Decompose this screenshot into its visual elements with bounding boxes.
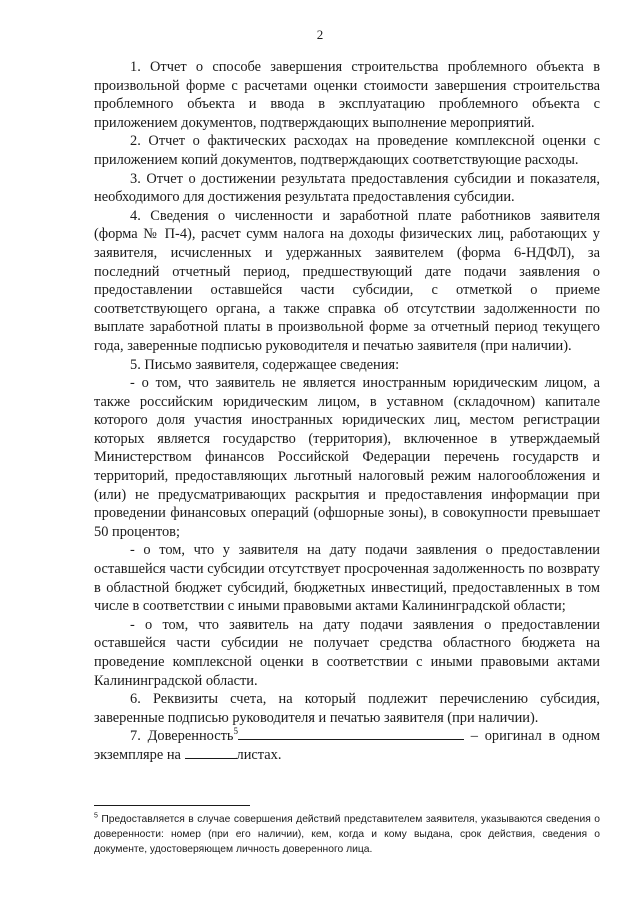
list-item-1: 1. Отчет о способе завершения строительства проблемного объекта в произвольной форме с расчетами оценки стоимости завершения строительства проблемного объекта и ввода в эксплуатацию проблемного объекта с приложением документов, подтверждающих выполнение мероприятий.: [94, 59, 600, 131]
list-item-5-sub-b: - о том, что у заявителя на дату подачи заявления о предоставлении оставшейся части субсидии отсутствует просроченная задолженность по возврату в областной бюджет субсидий, бюджетных инвестиций, предоставленных в том числе в соответствии с иными правовыми актами Калининградской области;: [94, 542, 600, 615]
power-of-attorney-label: 7. Доверенность: [130, 728, 234, 745]
list-item-4: 4. Сведения о численности и заработной плате работников заявителя (форма № П-4), расчет сумм налога на доходы физических лиц, работающих у заявителя, исчисленных и удержанных заявителем (форма 6-НДФЛ), за последний отчетный период, предшествующий дате подачи заявления о предоставлении оставшейся части субсидии, с отметкой о приеме соответствующего органа, а также справка об отсутствии задолженности по выплате заработной платы в произвольной форме за отчетный период текущего года, заверенные подписью руководителя и печатью заявителя (при наличии).: [94, 207, 600, 354]
document-body: [94, 58, 600, 765]
sheet-count-blank: [185, 746, 237, 759]
power-of-attorney-blank: [238, 727, 464, 740]
original-copy-text: – оригинал в одном экземпляре на: [94, 728, 600, 763]
footnote-separator: [94, 805, 250, 806]
list-item-5-sub-c: - о том, что заявитель на дату подачи заявления о предоставлении оставшейся части субсидии не получает средства областного бюджета на проведение комплексной оценки в соответствии с иными правовыми актами Калининградской области.: [94, 616, 600, 689]
footnote-text: Предоставляется в случае совершения действий представителем заявителя, указываются сведения о доверенности: номер (при его наличии), кем, когда и кому выдана, срок действия, сведения о документе, удостоверяющем личность доверенного лица.: [94, 814, 600, 855]
footnote-marker: 5: [94, 812, 98, 820]
list-item-2: 2. Отчет о фактических расходах на проведение комплексной оценки с приложением копий документов, подтверждающих соответствующие расходы.: [94, 133, 600, 168]
page-number: 2: [316, 27, 324, 42]
list-item-5-sub-a: - о том, что заявитель не является иностранным юридическим лицом, а также российским юридическим лицом, в уставном (складочном) капитале которого доля участия иностранных юридических лиц, местом регистрации которых является государство (территория), включенное в утверждаемый Министерством финансов Российской Федерации перечень государств и территорий, предоставляющих льготный налоговый режим налогообложения и (или) не предусматривающих раскрытия и предоставления информации при проведении финансовых операций (офшорные зоны), в совокупности превышает 50 процентов;: [94, 375, 600, 540]
list-item-6: 6. Реквизиты счета, на который подлежит перечислению субсидия, заверенные подписью руководителя и печатью заявителя (при наличии).: [94, 691, 600, 726]
footnote-reference: 5: [233, 726, 238, 737]
list-item-3: 3. Отчет о достижении результата предоставления субсидии и показателя, необходимого для достижения результата предоставления субсидии.: [94, 170, 600, 206]
footnote: [94, 812, 600, 857]
list-item-5-intro: 5. Письмо заявителя, содержащее сведения:: [130, 356, 400, 373]
sheets-label: листах.: [236, 746, 282, 763]
list-item-7: [94, 727, 600, 764]
